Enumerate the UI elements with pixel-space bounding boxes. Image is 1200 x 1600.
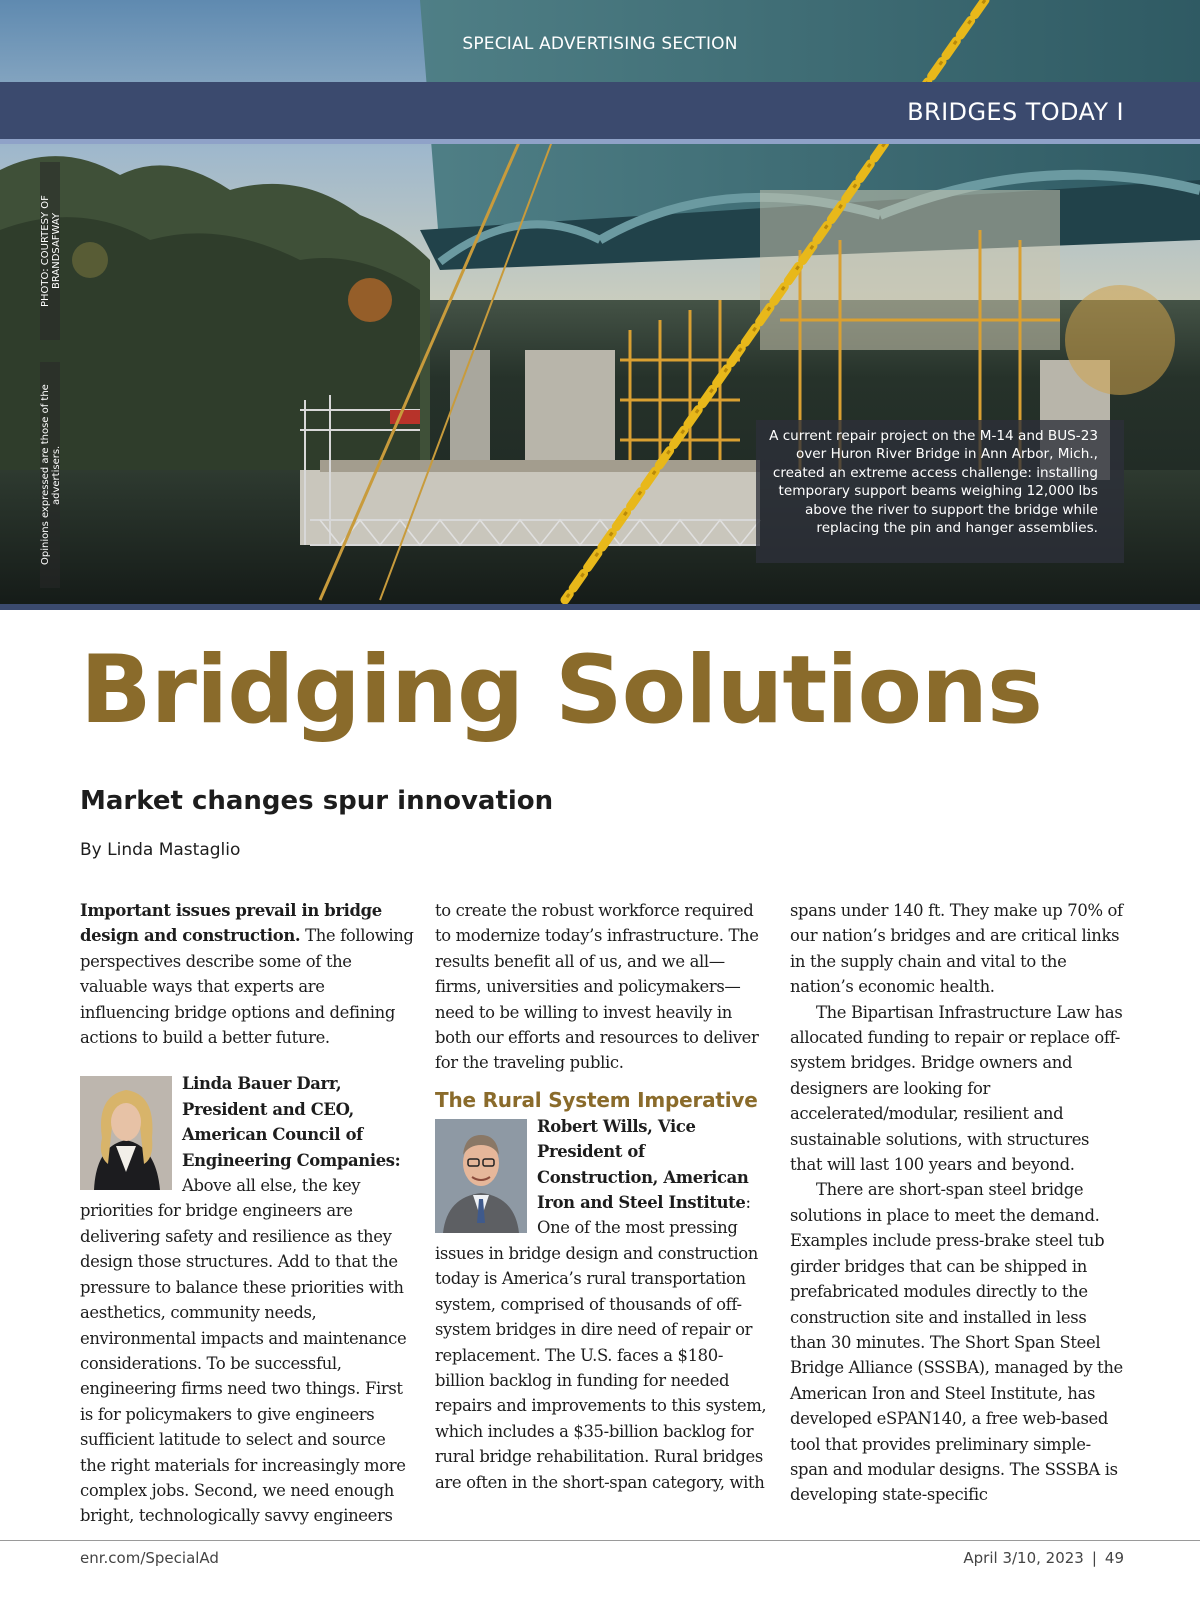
linda-darr-portrait	[80, 1076, 172, 1190]
article-headline: Bridging Solutions	[80, 636, 1042, 745]
column-3-paragraph-3: There are short-span steel bridge solutions in place to meet the demand. Examples include press-brake steel tub girder bridges that can be shipped in prefabricated modules directly to the construction site and installed in less than 30 minutes. The Short Span Steel Bridge Alliance (SSSBA), managed by the American Iron and Steel Institute, has developed eSPAN140, a free web-based tool that provides preliminary simple-span and modular designs. The SSSBA is developing state-specific	[790, 1180, 1123, 1505]
darr-name: Linda Bauer Darr, President and CEO, American Council of Engineering Companies:	[182, 1074, 401, 1170]
article-column-2	[435, 898, 769, 1495]
intro-paragraph	[80, 898, 414, 1050]
special-advertising-label: SPECIAL ADVERTISING SECTION	[462, 34, 738, 54]
hero-divider	[0, 604, 1200, 610]
footer-url: enr.com/SpecialAd	[80, 1549, 219, 1567]
article-byline: By Linda Mastaglio	[80, 840, 241, 860]
darr-text: Above all else, the key priorities for bridge engineers are delivering safety and resilience as they design those structures. Add to that the pressure to balance these priorities with aesthetics, community needs, environmental impacts and maintenance considerations. To be successful, engineering firms need two things. First is for policymakers to give engineers sufficient latitude to select and source the right materials for increasingly more complex jobs. Second, we need enough bright, technologically savvy engineers	[80, 1176, 407, 1526]
hero-photo	[0, 0, 1200, 610]
footer-divider	[0, 1540, 1200, 1541]
article-column-3	[790, 898, 1124, 1508]
column-3-paragraph-2: The Bipartisan Infrastructure Law has allocated funding to repair or replace off-system bridges. Bridge owners and designers are looking for accelerated/modular, resilient and sustainable solutions, with structures that will last 100 years and beyond.	[790, 1002, 1123, 1175]
rural-system-heading: The Rural System Imperative	[435, 1087, 758, 1112]
photo-caption: A current repair project on the M-14 and BUS-23 over Huron River Bridge in Ann Arbor, Mich., created an extreme access challenge: installing temporary support beams weighing 12,000 lbs above the river to support the bridge while replacing the pin and hanger assemblies.	[756, 420, 1124, 563]
robert-wills-portrait	[435, 1119, 527, 1233]
section-band	[0, 82, 1200, 144]
wills-text: : One of the most pressing issues in bridge design and construction today is America’s rural transportation system, comprised of thousands of off-system bridges in dire need of repair or replacement. The U.S. faces a $180-billion backlog in funding for needed repairs and improvements to this system, which includes a $35-billion backlog for rural bridge rehabilitation. Rural bridges are often in the short-span category, with	[435, 1193, 767, 1492]
footer-date-page	[963, 1549, 1124, 1567]
footer-separator: |	[1091, 1549, 1097, 1567]
photo-credit: PHOTO: COURTESY OF BRANDSAFWAY	[40, 162, 60, 340]
issue-date: April 3/10, 2023	[963, 1549, 1084, 1567]
intro-text: The following perspectives describe some of the valuable ways that experts are influencing bridge options and defining actions to build a better future.	[80, 926, 414, 1048]
article-subhead: Market changes spur innovation	[80, 786, 554, 816]
page-number: 49	[1104, 1549, 1124, 1567]
section-title: BRIDGES TODAY I	[907, 98, 1124, 126]
intro-lead: Important issues prevail in bridge design and construction.	[80, 901, 382, 946]
article-column-1	[80, 898, 414, 1529]
advertiser-disclaimer: Opinions expressed are those of the advertisers.	[40, 362, 60, 588]
column-2-continuation: to create the robust workforce required to modernize today’s infrastructure. The results benefit all of us, and we all—firms, universities and policymakers—need to be willing to invest heavily in both our efforts and resources to deliver for the traveling public.	[435, 901, 759, 1073]
column-3-paragraph-1: spans under 140 ft. They make up 70% of our nation’s bridges and are critical links in the supply chain and vital to the nation’s economic health.	[790, 901, 1123, 997]
wills-name: Robert Wills, Vice President of Construction, American Iron and Steel Institute	[537, 1116, 749, 1213]
